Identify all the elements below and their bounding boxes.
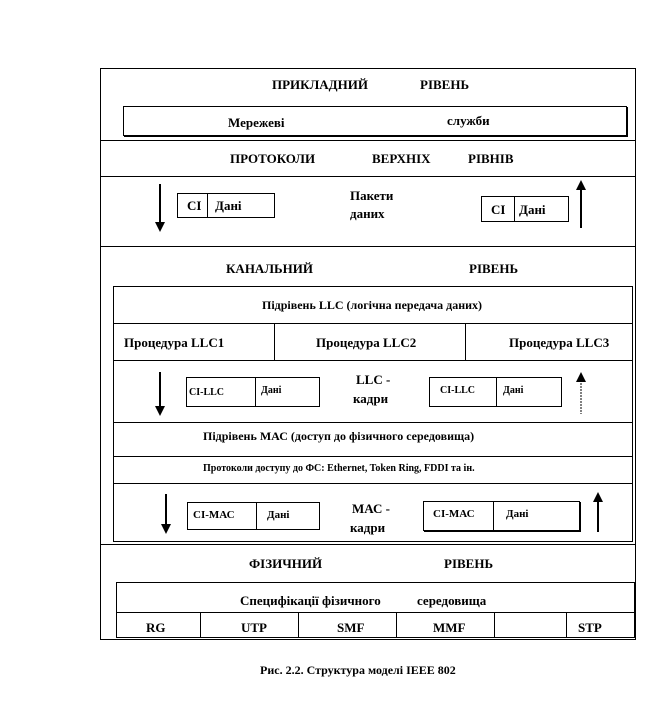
mac-frames-label: МАС -	[352, 501, 390, 516]
upper-protocols-title: ПРОТОКОЛИ	[230, 151, 316, 166]
network-services-box	[123, 106, 627, 136]
media-smf: SMF	[337, 620, 365, 635]
data-link-layer-title: КАНАЛЬНИЙ	[226, 261, 313, 276]
divider	[494, 612, 495, 638]
up-arrow-icon	[590, 492, 606, 534]
mac-frame-left-data: Дані	[267, 509, 290, 521]
physical-spec-label-2: середовища	[417, 593, 487, 608]
figure-caption: Рис. 2.2. Структура моделі IEEE 802	[260, 663, 456, 677]
llc-frames-label: LLC -	[356, 372, 391, 387]
procedure-llc3: Процедура LLC3	[509, 335, 610, 350]
divider	[200, 612, 201, 638]
packet-right-header: СІ	[491, 202, 506, 217]
llc-frame-right-data: Дані	[503, 385, 524, 396]
media-mmf: MMF	[433, 620, 466, 635]
divider	[298, 612, 299, 638]
application-layer-title-level: РІВЕНЬ	[420, 77, 470, 92]
physical-spec-box	[116, 582, 635, 638]
media-rg: RG	[146, 620, 166, 635]
application-layer-title: ПРИКЛАДНИЙ	[272, 77, 368, 92]
procedure-llc1: Процедура LLC1	[124, 335, 225, 350]
divider	[465, 323, 466, 360]
down-arrow-icon	[152, 372, 168, 418]
packet-left-data: Дані	[215, 198, 242, 213]
divider	[100, 544, 636, 545]
llc-frame-left-header: СІ-LLC	[189, 387, 225, 398]
divider	[566, 612, 567, 638]
access-protocols-label: Протоколи доступу до ФС: Ethernet, Token Ring, FDDI та ін.	[203, 463, 475, 474]
divider	[113, 422, 633, 423]
packet-left-header: СІ	[187, 198, 202, 213]
physical-layer-title: ФІЗИЧНИЙ	[249, 556, 323, 571]
divider	[100, 176, 636, 177]
divider	[116, 612, 635, 613]
packets-label: Пакети	[350, 188, 394, 203]
divider	[113, 360, 633, 361]
llc-frame-right-header: СІ-LLC	[440, 385, 476, 396]
down-arrow-icon	[158, 494, 174, 536]
mac-sublayer-label: Підрівень МАС (доступ до фізичного середовища)	[203, 429, 475, 443]
divider	[100, 246, 636, 247]
llc-frame-left-data: Дані	[261, 385, 282, 396]
divider	[396, 612, 397, 638]
mac-frame-right-header: СІ-МАС	[433, 508, 475, 520]
divider	[113, 483, 633, 484]
llc-frames-label-2: кадри	[353, 391, 389, 406]
physical-spec-label: Специфікації фізичного	[240, 593, 381, 608]
mac-frames-label-2: кадри	[350, 520, 386, 535]
data-link-layer-title-level: РІВЕНЬ	[469, 261, 519, 276]
network-services-label: Мережеві	[228, 115, 285, 130]
divider	[100, 140, 636, 141]
physical-layer-title-level: РІВЕНЬ	[444, 556, 494, 571]
procedure-llc2: Процедура LLC2	[316, 335, 417, 350]
mac-frame-right-data: Дані	[506, 508, 529, 520]
media-stp: STP	[578, 620, 602, 635]
packets-label-2: даних	[350, 206, 385, 221]
down-arrow-icon	[152, 184, 168, 234]
up-arrow-icon	[573, 180, 589, 230]
upper-protocols-title-2: ВЕРХНІХ	[372, 151, 431, 166]
packet-right-data: Дані	[519, 202, 546, 217]
upper-protocols-title-3: РІВНІВ	[468, 151, 514, 166]
divider	[113, 456, 633, 457]
media-utp: UTP	[241, 620, 267, 635]
network-services-label-2: служби	[447, 113, 490, 128]
divider	[274, 323, 275, 360]
mac-frame-left-header: СІ-МАС	[193, 509, 235, 521]
llc-sublayer-label: Підрівень LLC (логічна передача даних)	[262, 298, 483, 312]
divider	[113, 323, 633, 324]
up-arrow-icon	[573, 372, 589, 416]
